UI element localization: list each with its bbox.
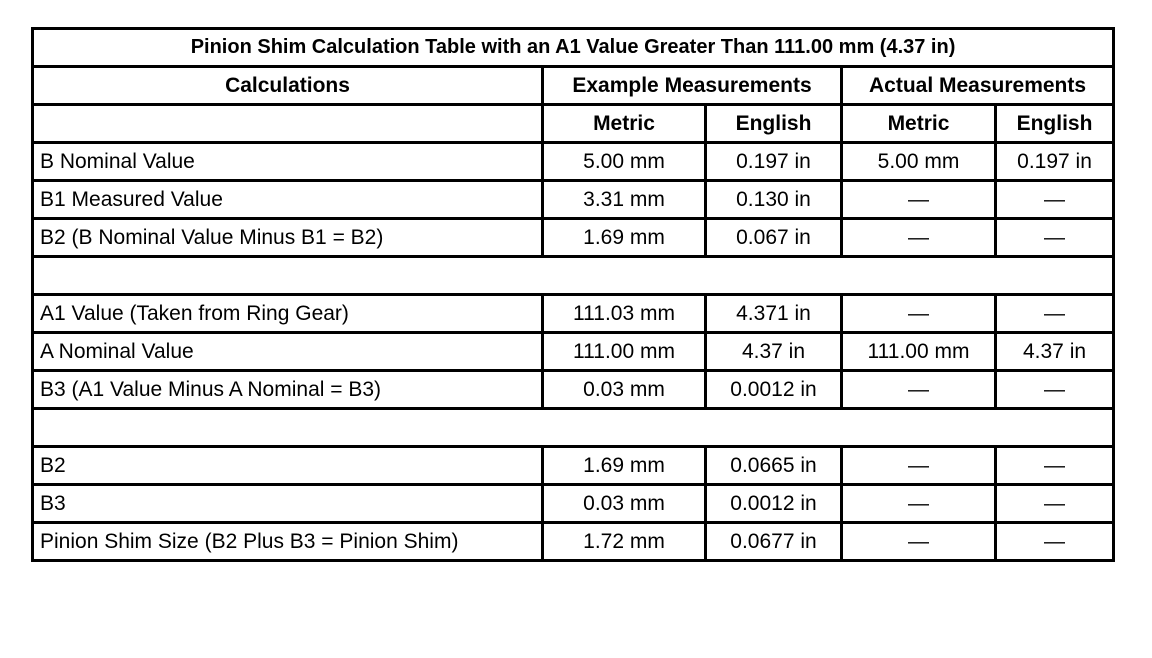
actual-english-cell: 4.37 in: [996, 333, 1114, 371]
spacer-row: [33, 409, 1114, 447]
table-row: [33, 485, 1114, 523]
row-label: A1 Value (Taken from Ring Gear): [33, 295, 543, 333]
actual-metric-cell: —: [842, 523, 996, 561]
table-row: [33, 143, 1114, 181]
actual-metric-cell: 111.00 mm: [842, 333, 996, 371]
row-label: B1 Measured Value: [33, 181, 543, 219]
row-label: A Nominal Value: [33, 333, 543, 371]
actual-metric-cell: 5.00 mm: [842, 143, 996, 181]
header-actual-measurements: Actual Measurements: [842, 67, 1114, 105]
subheader-example-metric: Metric: [543, 105, 706, 143]
example-metric-cell: 5.00 mm: [543, 143, 706, 181]
example-metric-cell: 1.72 mm: [543, 523, 706, 561]
example-metric-cell: 111.00 mm: [543, 333, 706, 371]
subheader-empty: [33, 105, 543, 143]
actual-metric-cell: —: [842, 295, 996, 333]
spacer-row: [33, 257, 1114, 295]
table-row: [33, 371, 1114, 409]
pinion-shim-table: [31, 27, 1115, 562]
example-english-cell: 0.0665 in: [706, 447, 842, 485]
table-row: [33, 523, 1114, 561]
subheader-actual-english: English: [996, 105, 1114, 143]
actual-english-cell: —: [996, 295, 1114, 333]
example-english-cell: 0.130 in: [706, 181, 842, 219]
subheader-example-english: English: [706, 105, 842, 143]
row-label: B2 (B Nominal Value Minus B1 = B2): [33, 219, 543, 257]
table-title: Pinion Shim Calculation Table with an A1 Value Greater Than 111.00 mm (4.37 in): [33, 29, 1114, 67]
table-row: [33, 295, 1114, 333]
actual-metric-cell: —: [842, 371, 996, 409]
actual-english-cell: 0.197 in: [996, 143, 1114, 181]
actual-metric-cell: —: [842, 485, 996, 523]
example-english-cell: 0.0012 in: [706, 485, 842, 523]
example-english-cell: 0.067 in: [706, 219, 842, 257]
table-row: [33, 333, 1114, 371]
actual-english-cell: —: [996, 219, 1114, 257]
actual-metric-cell: —: [842, 181, 996, 219]
table-row: [33, 181, 1114, 219]
example-metric-cell: 3.31 mm: [543, 181, 706, 219]
example-english-cell: 0.197 in: [706, 143, 842, 181]
subheader-actual-metric: Metric: [842, 105, 996, 143]
actual-english-cell: —: [996, 485, 1114, 523]
row-label: B3 (A1 Value Minus A Nominal = B3): [33, 371, 543, 409]
spacer-cell: [33, 409, 1114, 447]
row-label: B3: [33, 485, 543, 523]
example-metric-cell: 1.69 mm: [543, 447, 706, 485]
table-row: [33, 219, 1114, 257]
example-english-cell: 4.37 in: [706, 333, 842, 371]
actual-english-cell: —: [996, 447, 1114, 485]
example-metric-cell: 0.03 mm: [543, 371, 706, 409]
actual-metric-cell: —: [842, 447, 996, 485]
header-row: [33, 67, 1114, 105]
actual-english-cell: —: [996, 523, 1114, 561]
example-english-cell: 0.0012 in: [706, 371, 842, 409]
header-example-measurements: Example Measurements: [543, 67, 842, 105]
example-english-cell: 0.0677 in: [706, 523, 842, 561]
row-label: B Nominal Value: [33, 143, 543, 181]
row-label: Pinion Shim Size (B2 Plus B3 = Pinion Shim): [33, 523, 543, 561]
example-english-cell: 4.371 in: [706, 295, 842, 333]
actual-metric-cell: —: [842, 219, 996, 257]
example-metric-cell: 0.03 mm: [543, 485, 706, 523]
row-label: B2: [33, 447, 543, 485]
header-calculations: Calculations: [33, 67, 543, 105]
table-row: [33, 447, 1114, 485]
example-metric-cell: 1.69 mm: [543, 219, 706, 257]
actual-english-cell: —: [996, 181, 1114, 219]
actual-english-cell: —: [996, 371, 1114, 409]
title-row: [33, 29, 1114, 67]
spacer-cell: [33, 257, 1114, 295]
example-metric-cell: 111.03 mm: [543, 295, 706, 333]
subheader-row: [33, 105, 1114, 143]
